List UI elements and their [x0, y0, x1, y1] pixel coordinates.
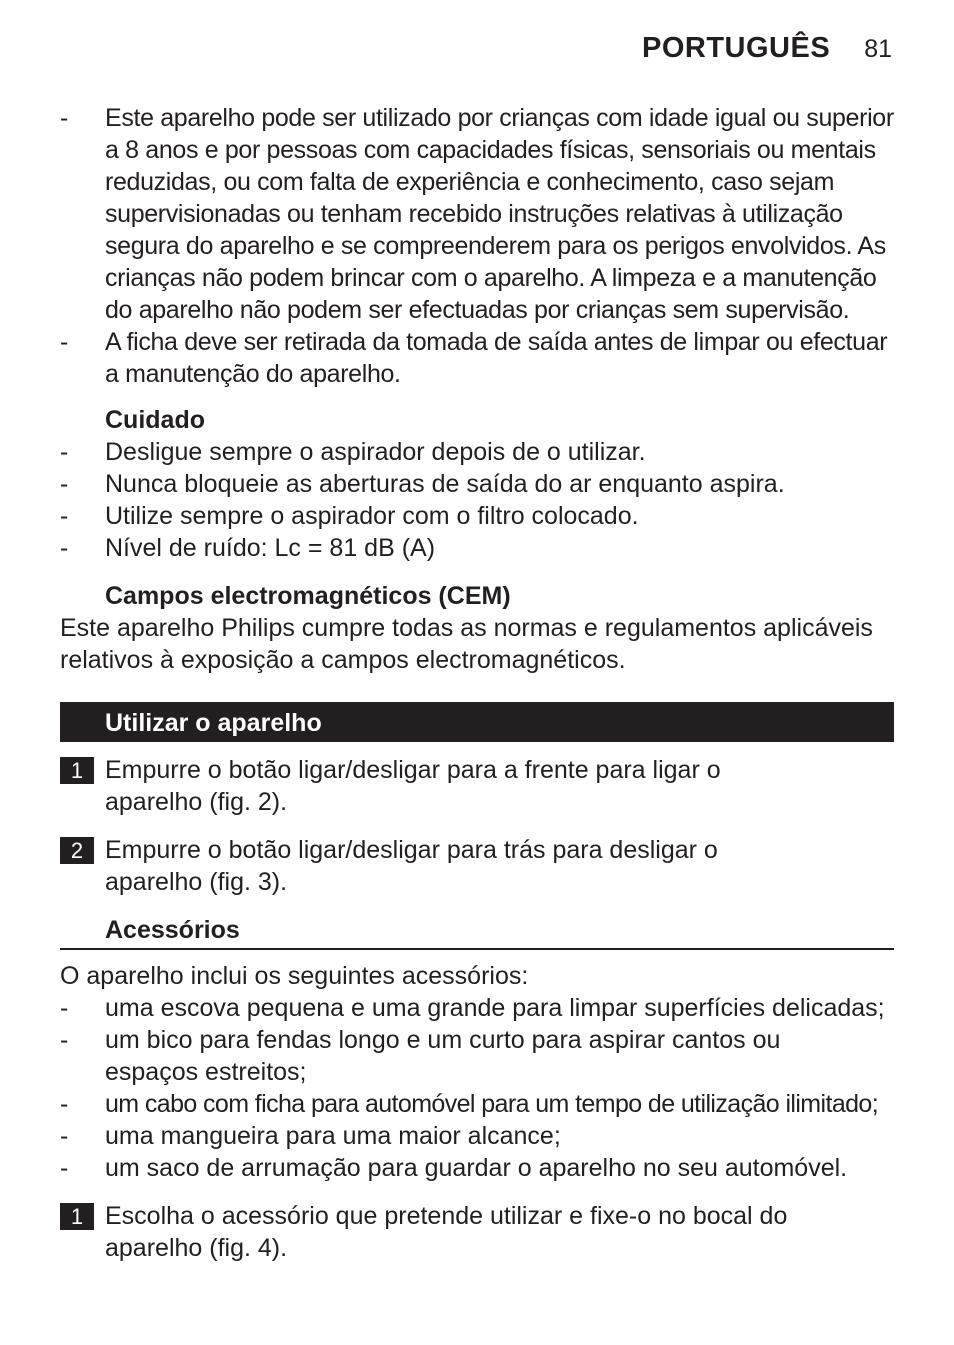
step-item [60, 834, 894, 898]
list-item-text: Nível de ruído: Lc = 81 dB (A) [105, 534, 436, 562]
caution-heading: Cuidado [105, 406, 205, 434]
emf-paragraph: Este aparelho Philips cumpre todas as normas e regulamentos aplicáveis relativos à exposição a campos electromagnéticos. [60, 614, 873, 674]
list-item-text: Nunca bloqueie as aberturas de saída do ar enquanto aspira. [105, 470, 785, 498]
page-number: 81 [864, 35, 892, 63]
language-title: PORTUGUÊS [642, 32, 831, 64]
list-item-text: Este aparelho pode ser utilizado por crianças com idade igual ou superior a 8 anos e por pessoas com capacidades físicas, sensoriais ou mentais reduzidas, ou com falta de experiência e conhecimento, caso sejam supervisionadas ou tenham recebido instruções relativas à utilização segura do aparelho e se compreenderem para os perigos envolvidos. As crianças não podem brincar com o aparelho. A limpeza e a manutenção do aparelho não podem ser efectuadas por crianças sem supervisão. [105, 104, 894, 324]
step-number-badge: 1 [60, 757, 94, 784]
bullet-dash: - [60, 1090, 69, 1118]
list-item [60, 326, 894, 390]
accessories-intro: O aparelho inclui os seguintes acessórios: [60, 962, 529, 990]
list-item [60, 468, 894, 500]
list-item [60, 1024, 894, 1088]
step-text: Empurre o botão ligar/desligar para a frente para ligar o aparelho (fig. 2). [105, 756, 721, 816]
bullet-dash: - [60, 328, 69, 356]
list-item-text: um saco de arrumação para guardar o aparelho no seu automóvel. [105, 1154, 848, 1182]
step-text: Empurre o botão ligar/desligar para trás para desligar o aparelho (fig. 3). [105, 836, 718, 896]
step-text: Escolha o acessório que pretende utilizar e fixe-o no bocal do aparelho (fig. 4). [105, 1202, 788, 1262]
list-item-text: um cabo com ficha para automóvel para um tempo de utilização ilimitado; [105, 1090, 879, 1118]
emf-heading: Campos electromagnéticos (CEM) [105, 582, 511, 610]
accessories-heading: Acessórios [60, 914, 894, 950]
step-item [60, 754, 894, 818]
bullet-dash: - [60, 470, 69, 498]
list-item-text: uma mangueira para uma maior alcance; [105, 1122, 561, 1150]
page-content [60, 102, 894, 1264]
step-number-badge: 2 [60, 837, 94, 864]
list-item-text: A ficha deve ser retirada da tomada de saída antes de limpar ou efectuar a manutenção do aparelho. [105, 328, 888, 388]
page-header [642, 32, 892, 65]
bullet-dash: - [60, 1122, 69, 1150]
bullet-dash: - [60, 438, 69, 466]
list-item-text: um bico para fendas longo e um curto para aspirar cantos ou espaços estreitos; [105, 1026, 781, 1086]
list-item [60, 500, 894, 532]
bullet-dash: - [60, 1154, 69, 1182]
list-item-text: Desligue sempre o aspirador depois de o utilizar. [105, 438, 646, 466]
step-number-badge: 1 [60, 1203, 94, 1230]
bullet-dash: - [60, 994, 69, 1022]
list-item-text: uma escova pequena e uma grande para limpar superfícies delicadas; [105, 994, 885, 1022]
section-title-bar: Utilizar o aparelho [60, 702, 894, 742]
list-item [60, 992, 894, 1024]
list-item [60, 436, 894, 468]
step-item [60, 1200, 894, 1264]
bullet-dash: - [60, 104, 69, 132]
list-item [60, 1120, 894, 1152]
bullet-dash: - [60, 502, 69, 530]
bullet-dash: - [60, 1026, 69, 1054]
list-item [60, 532, 894, 564]
list-item [60, 1088, 894, 1120]
list-item-text: Utilize sempre o aspirador com o filtro colocado. [105, 502, 639, 530]
list-item [60, 102, 894, 326]
bullet-dash: - [60, 534, 69, 562]
list-item [60, 1152, 894, 1184]
